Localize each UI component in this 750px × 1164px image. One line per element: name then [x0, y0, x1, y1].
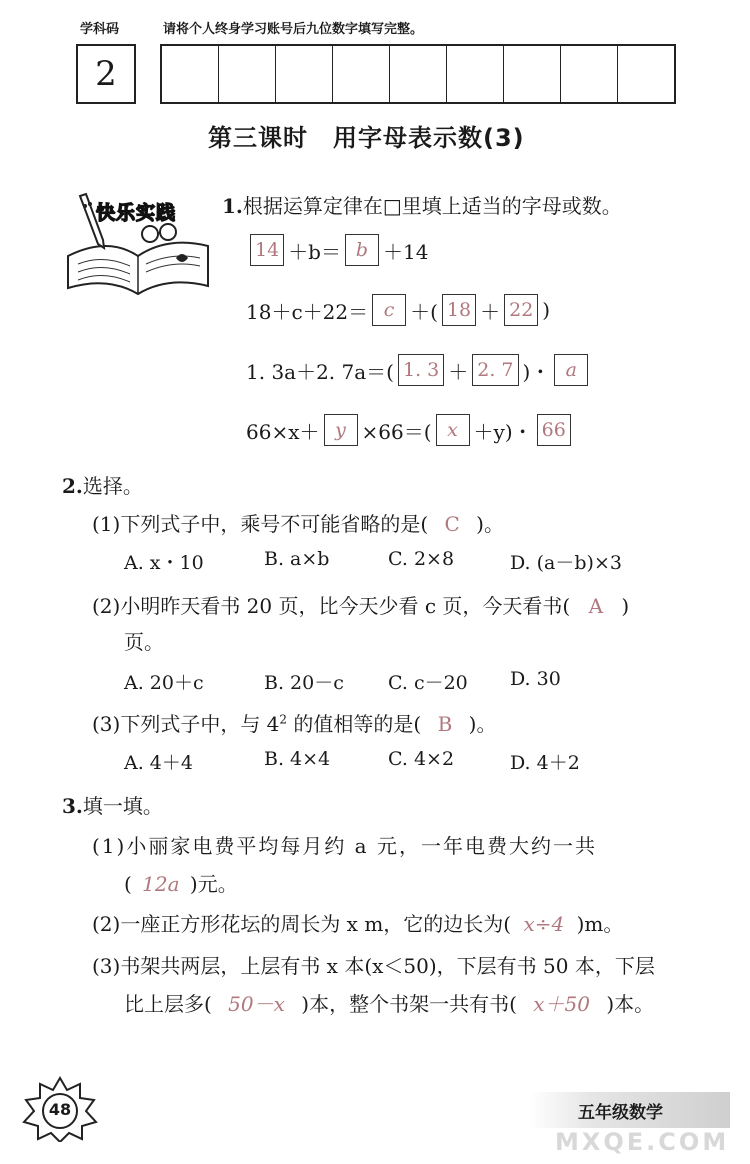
q2-stem-text: 选择。 [82, 474, 143, 498]
digit-cell[interactable] [162, 46, 219, 102]
q3-item-3-line-2 [124, 988, 654, 1017]
exponent: 2 [279, 712, 288, 727]
subject-code-label: 学科码 [80, 22, 120, 37]
option[interactable]: D. 4＋2 [510, 752, 580, 774]
q2-item-3 [92, 708, 496, 737]
q2-item-1-options [124, 548, 622, 575]
q2-item-text: (3)下列式子中，与 4 [92, 712, 280, 736]
q2-item-close: )。 [476, 512, 504, 536]
account-digit-cells[interactable] [160, 44, 676, 104]
answer-box[interactable]: 14 [250, 234, 284, 266]
q2-item-2-cont: 页。 [124, 630, 164, 654]
q3-text: )本。 [606, 992, 655, 1016]
q3-text: ( [124, 872, 132, 896]
page-number-badge [20, 1076, 100, 1142]
answer-text[interactable]: x÷4 [523, 912, 565, 936]
subject-code-value: 2 [95, 54, 117, 94]
digit-cell[interactable] [618, 46, 674, 102]
q1-stem [222, 190, 622, 219]
q3-item-2 [92, 908, 623, 937]
digit-cell[interactable] [219, 46, 276, 102]
q3-text: )元。 [189, 872, 238, 896]
q2-item-close: )。 [468, 712, 497, 736]
option[interactable]: D. 30 [510, 668, 561, 690]
answer-box[interactable]: x [436, 414, 470, 446]
digit-cell[interactable] [504, 46, 561, 102]
q3-item-1-line-1: (1)小丽家电费平均每月约 a 元，一年电费大约一共 [92, 834, 597, 858]
digit-cell[interactable] [390, 46, 447, 102]
subject-code-box[interactable] [76, 44, 136, 104]
answer-box[interactable]: 2. 7 [472, 354, 518, 386]
answer-text[interactable]: C [444, 512, 460, 536]
q2-stem [62, 470, 143, 499]
answer-text[interactable]: 12a [142, 872, 180, 896]
digit-cell[interactable] [333, 46, 390, 102]
answer-text[interactable]: A [588, 594, 604, 618]
answer-box[interactable]: 1. 3 [398, 354, 444, 386]
q2-item-text: (1)下列式子中，乘号不可能省略的是( [92, 512, 429, 536]
answer-box[interactable]: a [554, 354, 588, 386]
option[interactable]: C. 4×2 [388, 748, 455, 770]
happy-practice-badge: 快乐实践 [96, 202, 177, 224]
q3-item-3-line-1: (3)书架共两层，上层有书 x 本(x＜50)，下层有书 50 本，下层 [92, 954, 655, 978]
book-pencil-illustration [58, 186, 218, 298]
q2-item-close: ) [621, 594, 630, 618]
q1-line-text: 18＋c＋22＝ [246, 299, 369, 324]
q1-line-text: 1. 3a＋2. 7a＝( [246, 359, 394, 384]
option[interactable]: C. 2×8 [388, 548, 455, 570]
q1-line-4 [246, 414, 575, 446]
q3-item-1-line-2 [124, 868, 238, 897]
answer-text[interactable]: 50－x [228, 992, 285, 1016]
q3-text: (2)一座正方形花坛的周长为 x m，它的边长为( [92, 912, 512, 936]
instruction-text: 请将个人终身学习账号后九位数字填写完整。 [163, 22, 424, 37]
q2-item-2 [92, 590, 629, 619]
answer-box[interactable]: 66 [537, 414, 571, 446]
q1-line-text: ＋14 [383, 239, 429, 264]
answer-box[interactable]: 22 [504, 294, 538, 326]
q3-stem-text: 填一填。 [82, 794, 163, 818]
q1-line-text: )・ [522, 359, 551, 384]
q1-number: 1. [222, 194, 243, 218]
answer-box[interactable]: c [372, 294, 406, 326]
option[interactable]: B. a×b [264, 548, 330, 570]
grade-subject: 五年级数学 [578, 1103, 663, 1123]
q1-line-text: 66×x＋ [246, 419, 320, 444]
answer-text[interactable]: B [437, 712, 453, 736]
q3-text: )m。 [576, 912, 624, 936]
q1-stem-text: 根据运算定律在□里填上适当的字母或数。 [242, 194, 622, 218]
option[interactable]: D. (a－b)×3 [510, 552, 622, 574]
q2-item-1 [92, 508, 504, 537]
q2-item-3-options [124, 748, 580, 775]
page-title: 第三课时 用字母表示数(3) [208, 124, 525, 152]
q2-number: 2. [62, 474, 83, 498]
option[interactable]: B. 20－c [264, 672, 344, 694]
answer-text[interactable]: x＋50 [533, 992, 590, 1016]
q1-line-text: ＋ [448, 359, 469, 384]
page-number: 48 [48, 1100, 72, 1119]
q2-item-text: (2)小明昨天看书 20 页，比今天少看 c 页，今天看书( [92, 594, 571, 618]
q1-line-text: ＋ [480, 299, 501, 324]
q3-stem [62, 790, 163, 819]
q3-text: )本，整个书架一共有书( [301, 992, 517, 1016]
digit-cell[interactable] [561, 46, 618, 102]
q1-line-text: ＋b＝ [288, 239, 341, 264]
q3-number: 3. [62, 794, 83, 818]
q1-line-3 [246, 354, 592, 386]
option[interactable]: C. c－20 [388, 672, 468, 694]
q3-text: 比上层多( [124, 992, 212, 1016]
option[interactable]: A. 20＋c [124, 672, 204, 694]
q1-line-text: ) [542, 298, 551, 322]
q1-line-2 [246, 294, 550, 326]
answer-box[interactable]: y [324, 414, 358, 446]
option[interactable]: B. 4×4 [264, 748, 331, 770]
watermark: MXQE.COM [555, 1128, 730, 1156]
q1-line-text: ×66＝( [361, 419, 432, 444]
answer-box[interactable]: b [345, 234, 379, 266]
q2-item-2-options [124, 668, 561, 695]
q1-line-text: ＋y)・ [473, 419, 533, 444]
answer-box[interactable]: 18 [442, 294, 476, 326]
option[interactable]: A. x・10 [124, 552, 204, 574]
q1-line-1 [246, 234, 428, 266]
digit-cell[interactable] [447, 46, 504, 102]
q1-line-text: ＋( [410, 299, 438, 324]
digit-cell[interactable] [276, 46, 333, 102]
option[interactable]: A. 4＋4 [124, 752, 193, 774]
q2-item-text: 的值相等的是( [287, 712, 422, 736]
